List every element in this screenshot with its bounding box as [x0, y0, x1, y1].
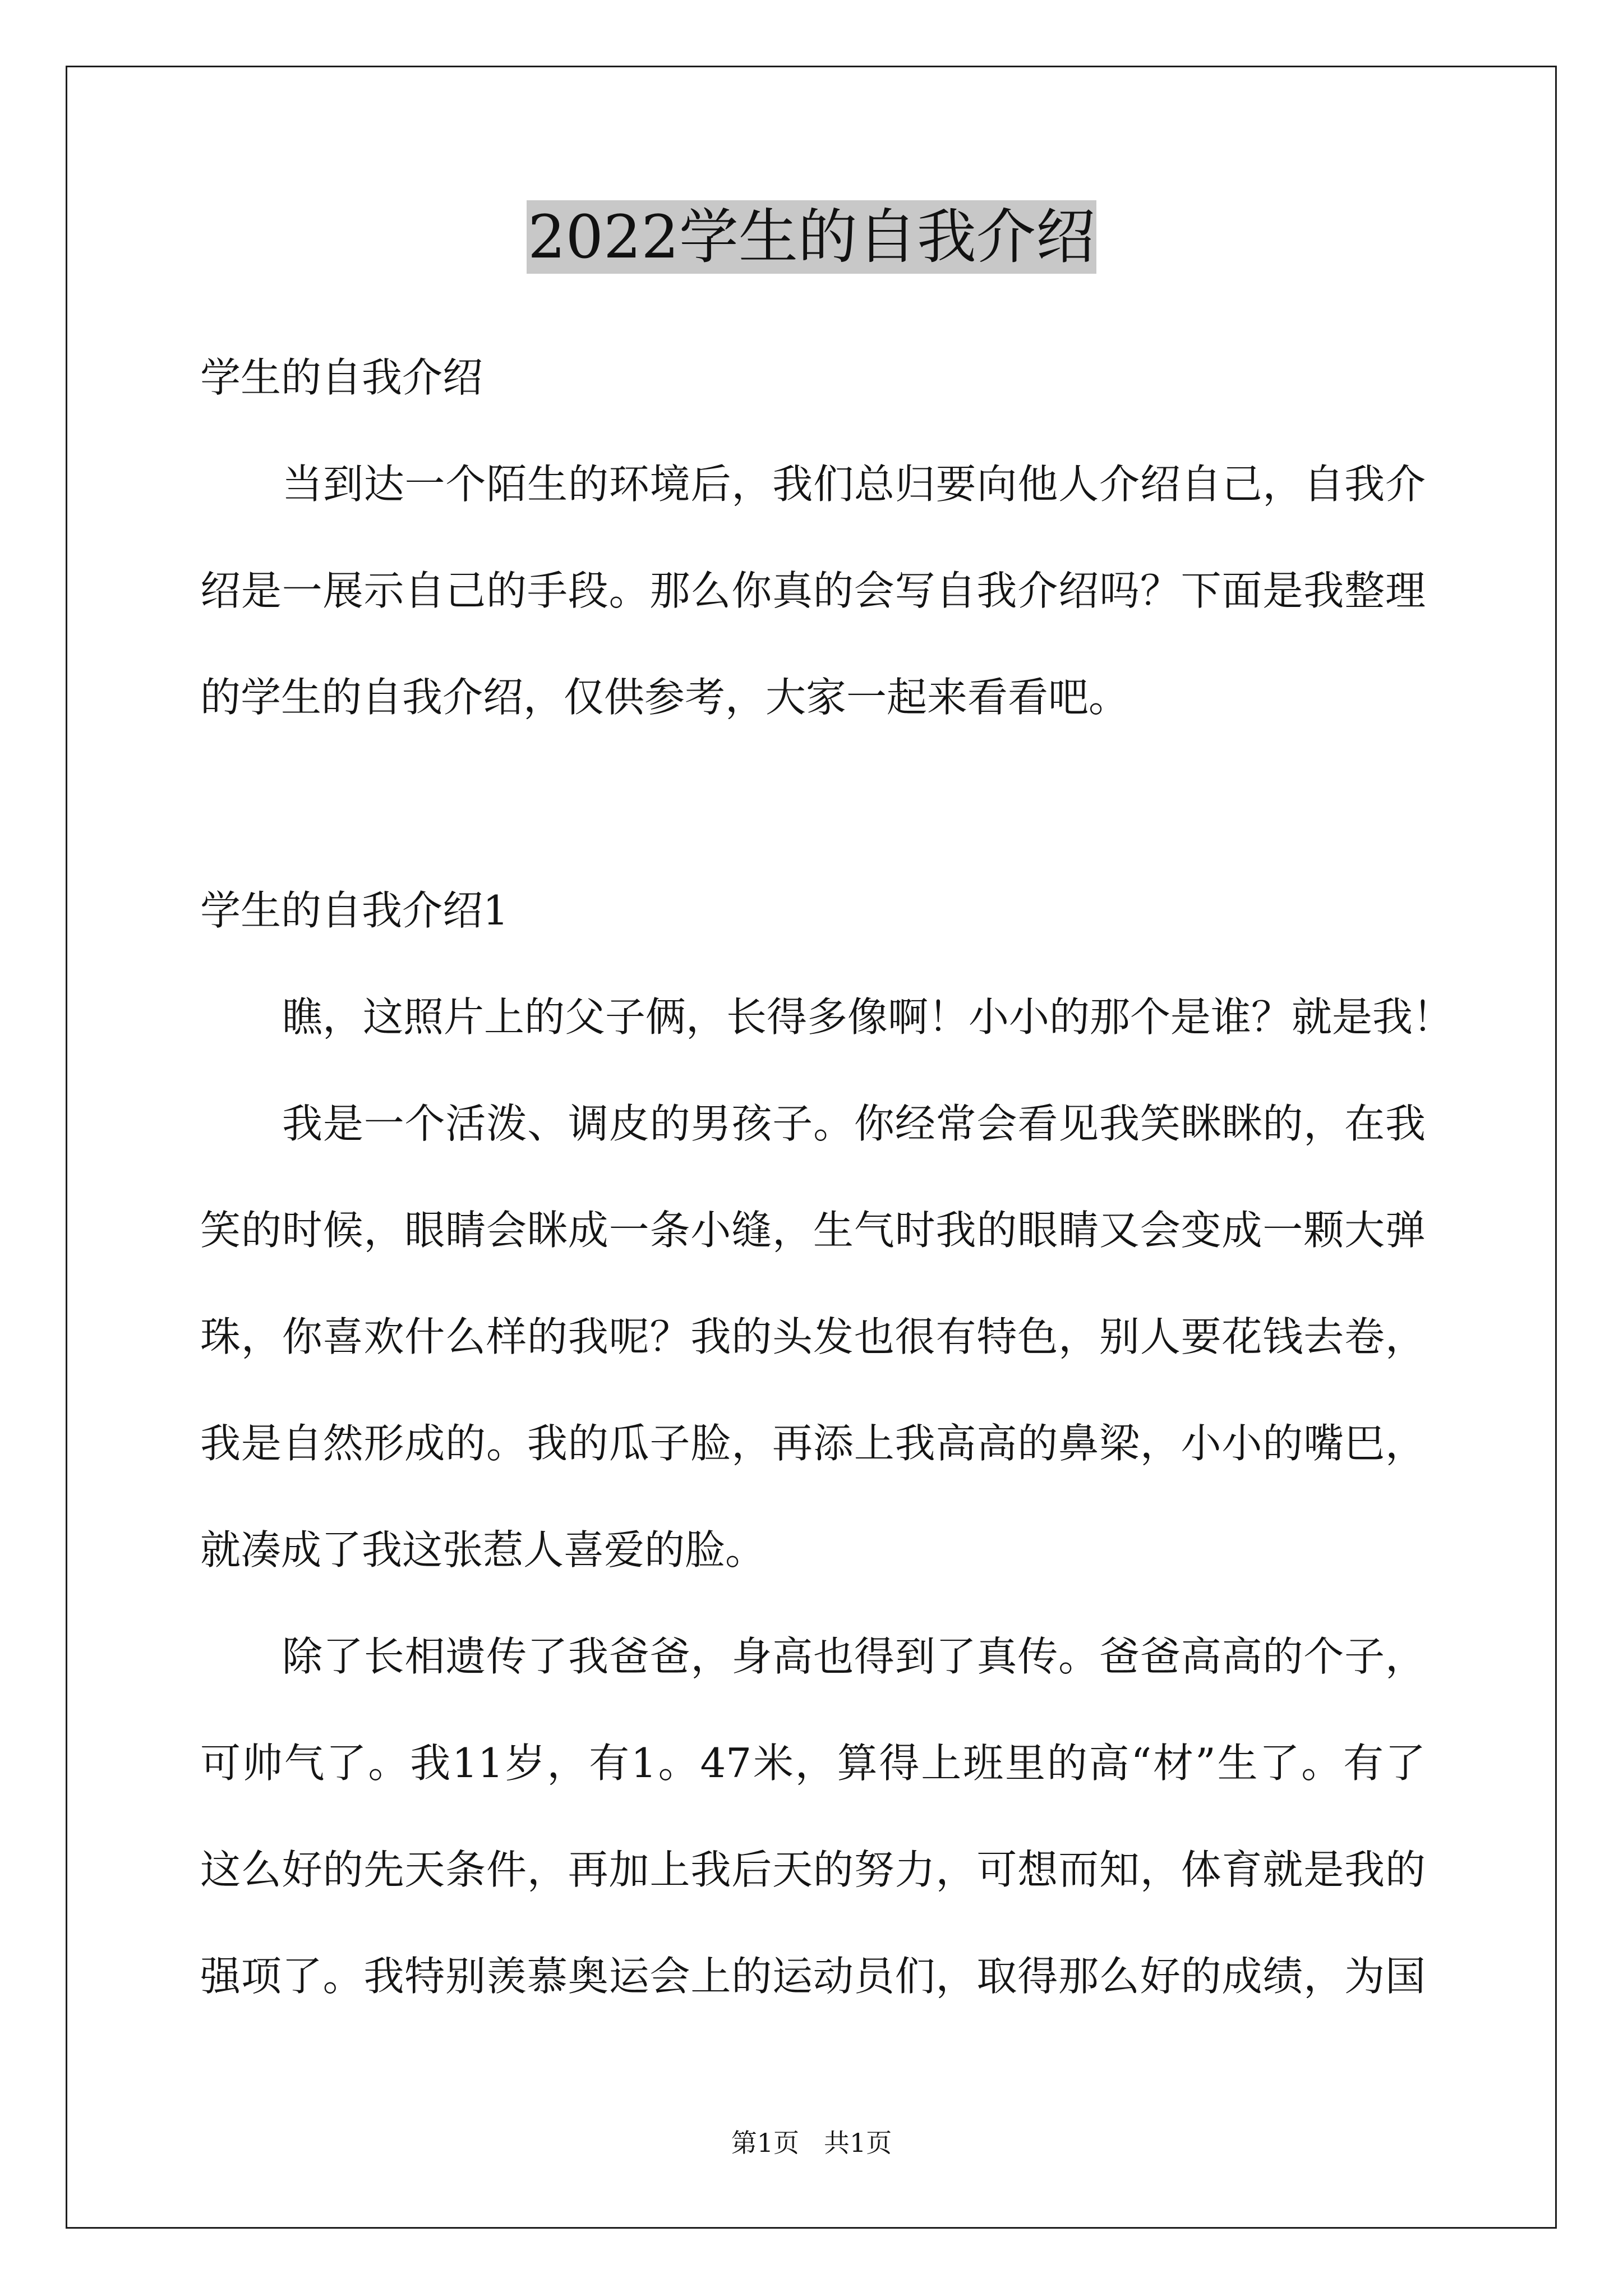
paragraph-line: 的学生的自我介绍，仅供参考，大家一起来看看吧。 [200, 674, 1129, 721]
title-container [0, 200, 1623, 274]
document-body [200, 324, 1454, 2030]
page-total: 共1页 [824, 2128, 892, 2158]
paragraph-line: 绍是一展示自己的手段。那么你真的会写自我介绍吗？下面是我整理 [200, 567, 1426, 614]
paragraph-line: 这么好的先天条件，再加上我后天的努力，可想而知，体育就是我的 [200, 1846, 1426, 1893]
document-title: 2022学生的自我介绍 [527, 200, 1096, 274]
blank-line [200, 751, 1426, 857]
paragraph-line: 当到达一个陌生的环境后，我们总归要向他人介绍自己，自我介 [282, 461, 1426, 508]
paragraph-line: 瞧，这照片上的父子俩，长得多像啊！小小的那个是谁？就是我！ [282, 993, 1454, 1041]
paragraph-line: 我是自然形成的。我的瓜子脸，再添上我高高的鼻梁，小小的嘴巴， [200, 1420, 1426, 1467]
page-footer [0, 2126, 1623, 2160]
paragraph-line: 就凑成了我这张惹人喜爱的脸。 [200, 1526, 766, 1573]
page-number: 第1页 [731, 2128, 799, 2158]
paragraph-line: 强项了。我特别羡慕奥运会上的运动员们，取得那么好的成绩，为国 [200, 1953, 1426, 2000]
section-heading: 学生的自我介绍1 [200, 887, 509, 934]
section-heading: 学生的自我介绍 [200, 354, 483, 401]
paragraph-line: 我是一个活泼、调皮的男孩子。你经常会看见我笑眯眯的，在我 [282, 1100, 1426, 1147]
paragraph-line: 珠，你喜欢什么样的我呢？我的头发也很有特色，别人要花钱去卷， [200, 1313, 1426, 1360]
paragraph-line: 除了长相遗传了我爸爸，身高也得到了真传。爸爸高高的个子， [282, 1633, 1426, 1680]
paragraph-line: 笑的时候，眼睛会眯成一条小缝，生气时我的眼睛又会变成一颗大弹 [200, 1207, 1426, 1254]
paragraph-line: 可帅气了。我11岁，有1。47米，算得上班里的高“材”生了。有了 [200, 1740, 1426, 1787]
